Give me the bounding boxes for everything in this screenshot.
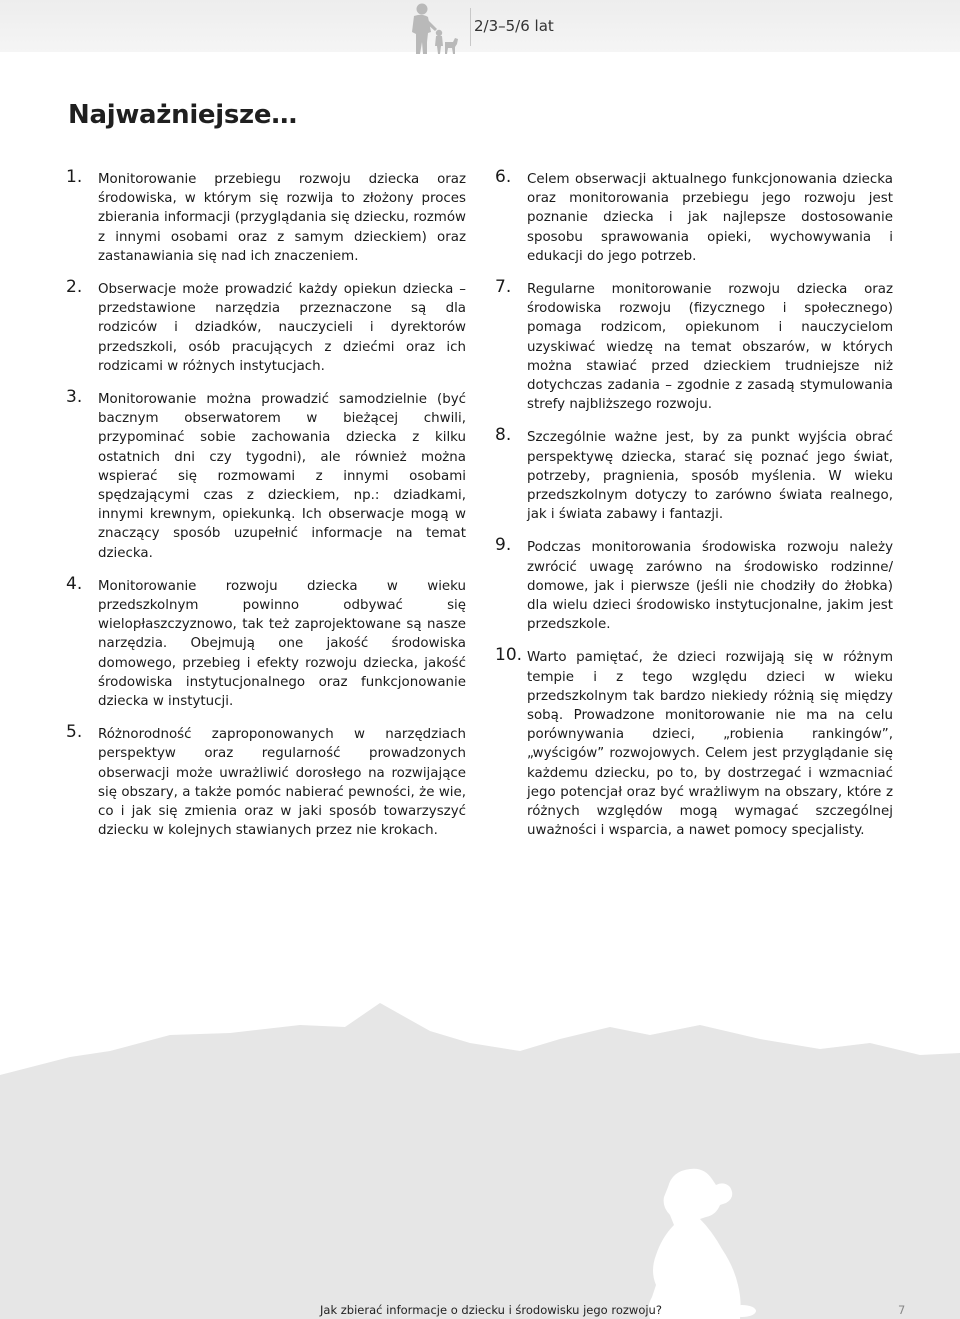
item-text: Celem obserwacji aktualnego funkcjonowania dziecka oraz monitorowania przebiegu jego rozwoju jest poznanie dziecka i jak najlepsze dostosowanie sposobu sprawowania opieki, wychowywania i edukacji do jego potrzeb. [527, 172, 893, 264]
page-title: Najważniejsze… [68, 100, 297, 130]
item-text: Podczas monitorowania środowiska rozwoju należy zwrócić uwagę zarówno na środowisko rodzinne/ domowe, jak i pierwsze (jeśli nie chodziły do żłobka) dla wielu dzieci środowisko instytucjonalne, jakim jest przedszkole. [527, 540, 893, 633]
item-text: Monitorowanie przebiegu rozwoju dziecka oraz środowiska, w którym się rozwija to złożony proces zbierania informacji (przyglądania się dziecku, rozmów z innymi osobami oraz z samym dzieckiem) oraz zastanawiania się nad ich znaczeniem. [98, 172, 466, 264]
item-number: 2. [66, 277, 83, 298]
list-item [495, 425, 893, 524]
item-text: Różnorodność zaproponowanych w narzędziach perspektyw oraz regularność prowadzonych obserwacji może uwrażliwić dorosłego na rozwijające się obszary, a także pomóc nabierać pewności, że wie, co i jak się zmienia oraz w jaki sposób towarzyszyć dziecku w kolejnych stawianych przez nie krokach. [98, 727, 466, 839]
footer-caption: Jak zbierać informacje o dziecku i środowisku jego rozwoju? [320, 1303, 662, 1317]
item-text: Szczególnie ważne jest, by za punkt wyjścia obrać perspektywę dziecka, starać się poznać jego świat, potrzeby, pragnienia, sposób myślenia. W wieku przedszkolnym dotyczy to zarówno świata realnego, jak i świata zabawy i fantazji. [527, 430, 893, 523]
age-range-label: 2/3–5/6 lat [474, 17, 554, 35]
item-number: 10. [495, 645, 523, 666]
list-item [66, 722, 466, 840]
list-item [495, 277, 893, 414]
item-number: 3. [66, 387, 83, 408]
adult-child-dog-icon [400, 2, 462, 58]
item-number: 8. [495, 425, 512, 446]
header-divider [470, 8, 471, 46]
item-text: Warto pamiętać, że dzieci rozwijają się w różnym tempie i z tego względu dzieci w wieku przedszkolnym tak bardzo niekiedy różnią się między sobą. Prowadzone monitorowanie nie ma na celu porównywania dzieci, „robienia rankingów”, „wyścigów” rozwojowych. Celem jest przyglądanie się każdemu dziecku, po to, by dostrzegać i wzmacniać jego potencjał oraz być wrażliwym na obszary, które z różnych względów mogą wymagać szczególnej uważności i wsparcia, a nawet pomocy specjalisty. [527, 650, 893, 839]
item-text: Obserwacje może prowadzić każdy opiekun dziecka – przedstawione narzędzia przeznaczone są dla rodziców i dziadków, nauczycieli i dyrektorów przedszkoli, osób pracujących z dziećmi oraz ich rodzicami w różnych instytucjach. [98, 282, 466, 374]
item-number: 4. [66, 573, 83, 594]
list-item [495, 167, 893, 266]
list-item [66, 167, 466, 266]
list-item [66, 387, 466, 563]
item-number: 1. [66, 167, 83, 187]
item-number: 7. [495, 277, 512, 298]
list-item [66, 277, 466, 376]
puppy-on-hill-icon [0, 935, 960, 1319]
item-number: 6. [495, 167, 512, 187]
item-text: Regularne monitorowanie rozwoju dziecka oraz środowiska rozwoju (fizycznego i społecznego) pomaga rodzicom, opiekunom i nauczycielom uzyskiwać wiedzę na temat obszarów, w których można stawiać przed dzieckiem trudniejsze niż dotychczas zadania – zgodnie z zasadą stymulowania strefy najbliższego rozwoju. [527, 282, 893, 413]
item-text: Monitorowanie rozwoju dziecka w wieku przedszkolnym powinno odbywać się wielopłaszczyznowo, tak też zaprojektowane są nasze narzędzia. Obejmują one jakość środowiska domowego, przebieg i efekty rozwoju dziecka, jakość środowiska instytucjonalnego oraz funkcjonowanie dziecka w instytucji. [98, 578, 466, 710]
list-item [66, 573, 466, 711]
right-column [495, 167, 893, 855]
list-item [495, 535, 893, 634]
item-text: Monitorowanie można prowadzić samodzielnie (być bacznym obserwatorem w bieżącej chwili, przypominać sobie zachowania dziecka z kilku ostatnich dni czy tygodni), ale również można wspierać się rozmowami z innymi osobami spędzającymi czas z dzieckiem, np.: dziadkami, innymi krewnym, opiekunką. Ich obserwacje mogą w znaczący sposób uzupełnić informacje na temat dziecka. [98, 392, 466, 561]
list-item [495, 645, 893, 840]
page-number: 7 [898, 1303, 906, 1317]
item-number: 5. [66, 722, 83, 743]
left-column [66, 167, 466, 855]
item-number: 9. [495, 535, 512, 556]
